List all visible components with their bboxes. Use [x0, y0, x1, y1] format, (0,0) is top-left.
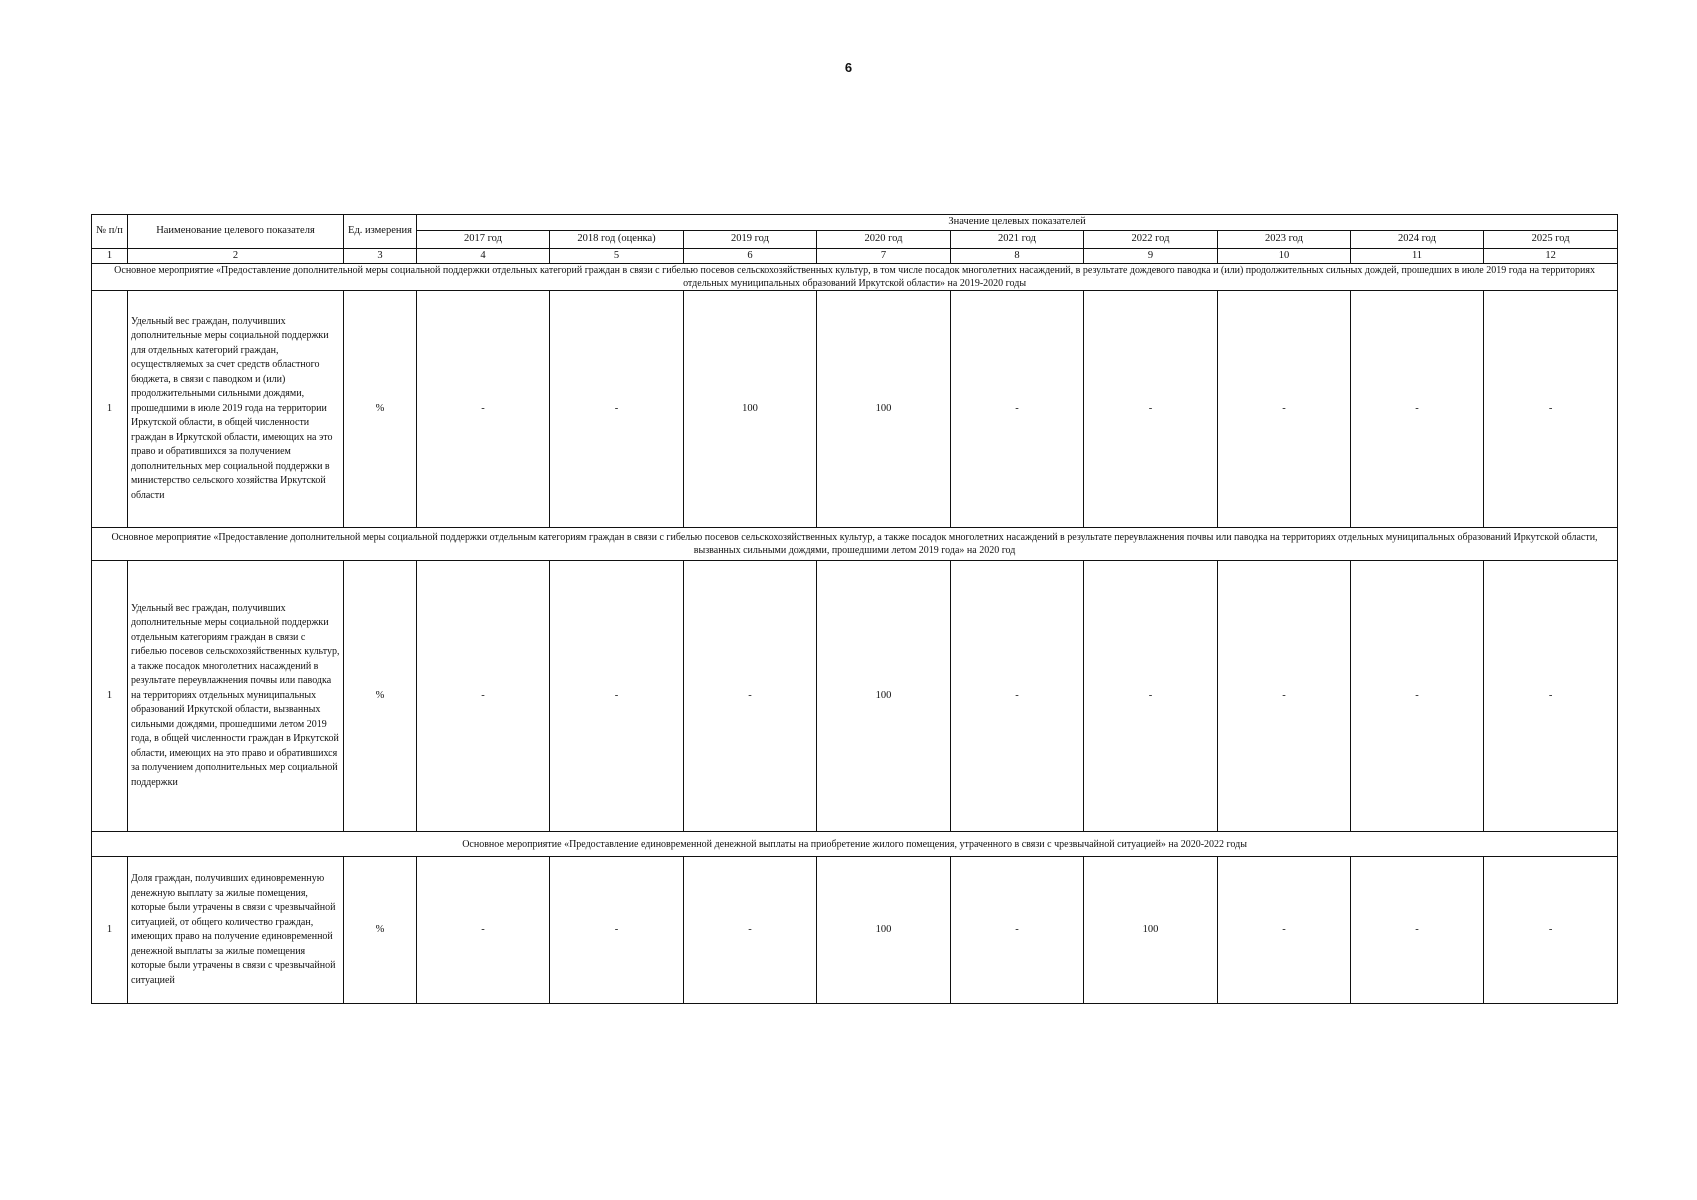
value-cell: -	[1218, 857, 1351, 1004]
section-row	[92, 528, 1618, 561]
section-row	[92, 264, 1618, 291]
indicator-name: Удельный вес граждан, получивших дополнительные меры социальной поддержки отдельным категориям граждан в связи с гибелью посевов сельскохозяйственных культур, а также посадок многолетних насаждений в результате переувлажнения почвы или паводка на территориях отдельных муниципальных образований Иркутской области, вызванных сильными дождями, прошедшими летом 2019 года, в общей численности граждан в Иркутской области, имеющих на это право и обратившихся за получением дополнительных мер социальной поддержки	[128, 561, 344, 832]
table-row	[92, 561, 1618, 832]
value-cell: -	[550, 857, 684, 1004]
value-cell: -	[1351, 561, 1484, 832]
value-cell: -	[550, 291, 684, 528]
indicator-name: Доля граждан, получивших единовременную денежную выплату за жилые помещения, которые были утрачены в связи с чрезвычайной ситуацией, от общего количество граждан, имеющих право на получение единовременной денежной выплаты за жилые помещения которые были утрачены в связи с чрезвычайной ситуацией	[128, 857, 344, 1004]
header-year: 2020 год	[817, 231, 951, 249]
header-year: 2021 год	[951, 231, 1084, 249]
header-unit: Ед. измерения	[344, 215, 417, 249]
value-cell: -	[1484, 561, 1618, 832]
column-number: 10	[1218, 249, 1351, 264]
column-numbers-row	[92, 249, 1618, 264]
column-number: 8	[951, 249, 1084, 264]
value-cell: -	[1218, 291, 1351, 528]
column-number: 6	[684, 249, 817, 264]
value-cell: -	[684, 857, 817, 1004]
header-year: 2023 год	[1218, 231, 1351, 249]
value-cell: -	[951, 291, 1084, 528]
value-cell: -	[417, 291, 550, 528]
value-cell: -	[1484, 291, 1618, 528]
table-row	[92, 291, 1618, 528]
value-cell: -	[550, 561, 684, 832]
value-cell: 100	[684, 291, 817, 528]
header-values-group: Значение целевых показателей	[417, 215, 1618, 231]
column-number: 3	[344, 249, 417, 264]
column-number: 12	[1484, 249, 1618, 264]
value-cell: -	[1351, 857, 1484, 1004]
value-cell: -	[417, 857, 550, 1004]
header-row	[92, 215, 1618, 231]
header-indicator-name: Наименование целевого показателя	[128, 215, 344, 249]
value-cell: 100	[817, 561, 951, 832]
value-cell: -	[951, 561, 1084, 832]
value-cell: -	[417, 561, 550, 832]
unit-cell: %	[344, 857, 417, 1004]
value-cell: 100	[817, 857, 951, 1004]
page-number: 6	[844, 60, 853, 75]
value-cell: -	[1484, 857, 1618, 1004]
value-cell: -	[1218, 561, 1351, 832]
section-row	[92, 832, 1618, 857]
indicator-name: Удельный вес граждан, получивших дополнительные меры социальной поддержки для отдельных категорий граждан, осуществляемых за счет средств областного бюджета, в связи с паводком и (или) продолжительными сильными дождями, прошедшими в июле 2019 года на территории Иркутской области, в общей численности граждан в Иркутской области, имеющих на это право и обратившихся за получением дополнительных мер социальной поддержки в министерство сельского хозяйства Иркутской области	[128, 291, 344, 528]
value-cell: 100	[1084, 857, 1218, 1004]
value-cell: -	[1351, 291, 1484, 528]
header-year: 2024 год	[1351, 231, 1484, 249]
header-year: 2019 год	[684, 231, 817, 249]
header-num: № п/п	[92, 215, 128, 249]
section-title: Основное мероприятие «Предоставление дополнительной меры социальной поддержки отдельных категорий граждан в связи с гибелью посевов сельскохозяйственных культур, в том числе посадок многолетних насаждений, в результате дождевого паводка и (или) продолжительных сильных дождей, прошедших в июле 2019 года на территориях отдельных муниципальных образований Иркутской области» на 2019-2020 годы	[92, 264, 1618, 291]
value-cell: 100	[817, 291, 951, 528]
unit-cell: %	[344, 291, 417, 528]
column-number: 1	[92, 249, 128, 264]
column-number: 11	[1351, 249, 1484, 264]
row-number: 1	[92, 857, 128, 1004]
column-number: 2	[128, 249, 344, 264]
value-cell: -	[1084, 291, 1218, 528]
header-year: 2018 год (оценка)	[550, 231, 684, 249]
header-year: 2025 год	[1484, 231, 1618, 249]
section-title: Основное мероприятие «Предоставление дополнительной меры социальной поддержки отдельным категориям граждан в связи с гибелью посевов сельскохозяйственных культур, а также посадок многолетних насаждений в результате переувлажнения почвы или паводка на территориях отдельных муниципальных образований Иркутской области, вызванных сильными дождями, прошедшими летом 2019 года» на 2020 год	[92, 528, 1618, 561]
column-number: 4	[417, 249, 550, 264]
row-number: 1	[92, 291, 128, 528]
column-number: 5	[550, 249, 684, 264]
header-year: 2022 год	[1084, 231, 1218, 249]
row-number: 1	[92, 561, 128, 832]
column-number: 7	[817, 249, 951, 264]
target-indicators-table	[91, 214, 1618, 1004]
unit-cell: %	[344, 561, 417, 832]
column-number: 9	[1084, 249, 1218, 264]
value-cell: -	[684, 561, 817, 832]
table-row	[92, 857, 1618, 1004]
value-cell: -	[951, 857, 1084, 1004]
header-year: 2017 год	[417, 231, 550, 249]
section-title: Основное мероприятие «Предоставление единовременной денежной выплаты на приобретение жилого помещения, утраченного в связи с чрезвычайной ситуацией» на 2020-2022 годы	[92, 832, 1618, 857]
value-cell: -	[1084, 561, 1218, 832]
